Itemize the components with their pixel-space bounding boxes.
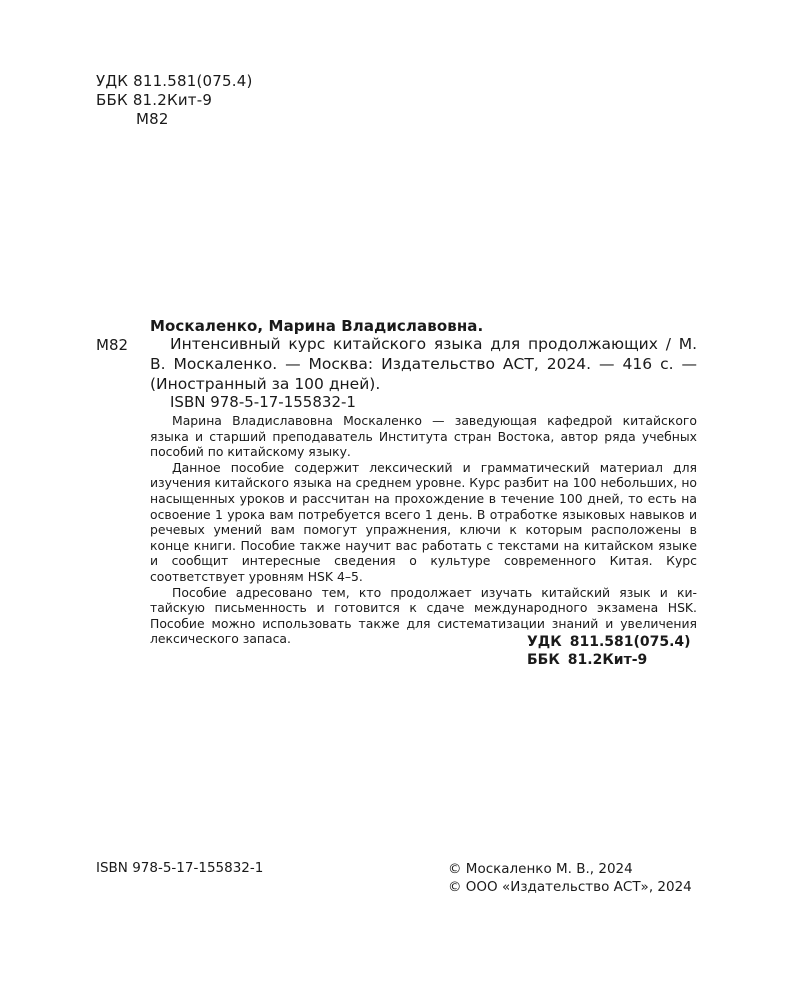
card-author-sign: М82 <box>96 336 129 354</box>
copyright-author: © Москаленко М. В., 2024 <box>448 861 633 877</box>
card-udk-code: 811.581(075.4) <box>569 634 691 650</box>
card-bbk-label: ББК <box>527 652 560 668</box>
card-author: Москаленко, Марина Владиславовна. <box>150 317 484 335</box>
footer-isbn: ISBN 978-5-17-155832-1 <box>96 860 264 876</box>
card-annotation <box>150 413 697 647</box>
card-bibliographic-description: Интенсивный курс китайского языка для продолжающих / М. В. Москаленко. — Москва: Издательство АСТ, 2024. — 416 с. — (Иностранный за 100 дней). <box>150 335 697 393</box>
bbk-code: 81.2Кит-9 <box>132 91 213 109</box>
copyright-publisher: © ООО «Издательство АСТ», 2024 <box>448 879 692 895</box>
classification-block <box>96 72 253 129</box>
udk-code: 811.581(075.4) <box>133 72 253 90</box>
udk-row <box>96 72 253 91</box>
card-isbn: ISBN 978-5-17-155832-1 <box>170 393 356 411</box>
annotation-paragraph: Пособие адресовано тем, кто продолжает изучать китайский язык и китайскую письменность и готовится к сдаче международного экзамена HSK. Пособие можно использовать также для систематизации знаний и увеличения лексического запаса. <box>150 584 697 647</box>
bbk-label: ББК <box>96 91 128 109</box>
bbk-row <box>96 91 253 110</box>
card-classification-codes <box>527 633 691 669</box>
card-udk-row <box>527 633 691 651</box>
author-sign: М82 <box>136 110 169 128</box>
annotation-paragraph: Данное пособие содержит лексический и грамматический материал для изучения китайского языка на среднем уровне. Курс разбит на 100 небольших, но насыщенных уроков и рассчитан на прохождение в течение 100 дней, то есть на освоение 1 урока вам потребуется всего 1 день. В отработке языковых навыков и речевых умений вам помогут упражнения, ключи к которым расположены в конце книги. Пособие также научит вас работать с текстами на китайском языке и сообщит интересные сведения о культуре современного Китая. Курс соответствует уровням HSK 4–5. <box>150 459 697 584</box>
card-bbk-code: 81.2Кит-9 <box>567 652 648 668</box>
card-udk-label: УДК <box>527 634 562 650</box>
annotation-paragraph: Марина Владиславовна Москаленко — заведующая кафедрой китайского языка и старший преподаватель Института стран Востока, автор ряда учебных пособий по китайскому языку. <box>150 413 697 460</box>
udk-label: УДК <box>96 72 129 90</box>
card-bbk-row <box>527 651 691 669</box>
copyright-block <box>448 860 692 896</box>
